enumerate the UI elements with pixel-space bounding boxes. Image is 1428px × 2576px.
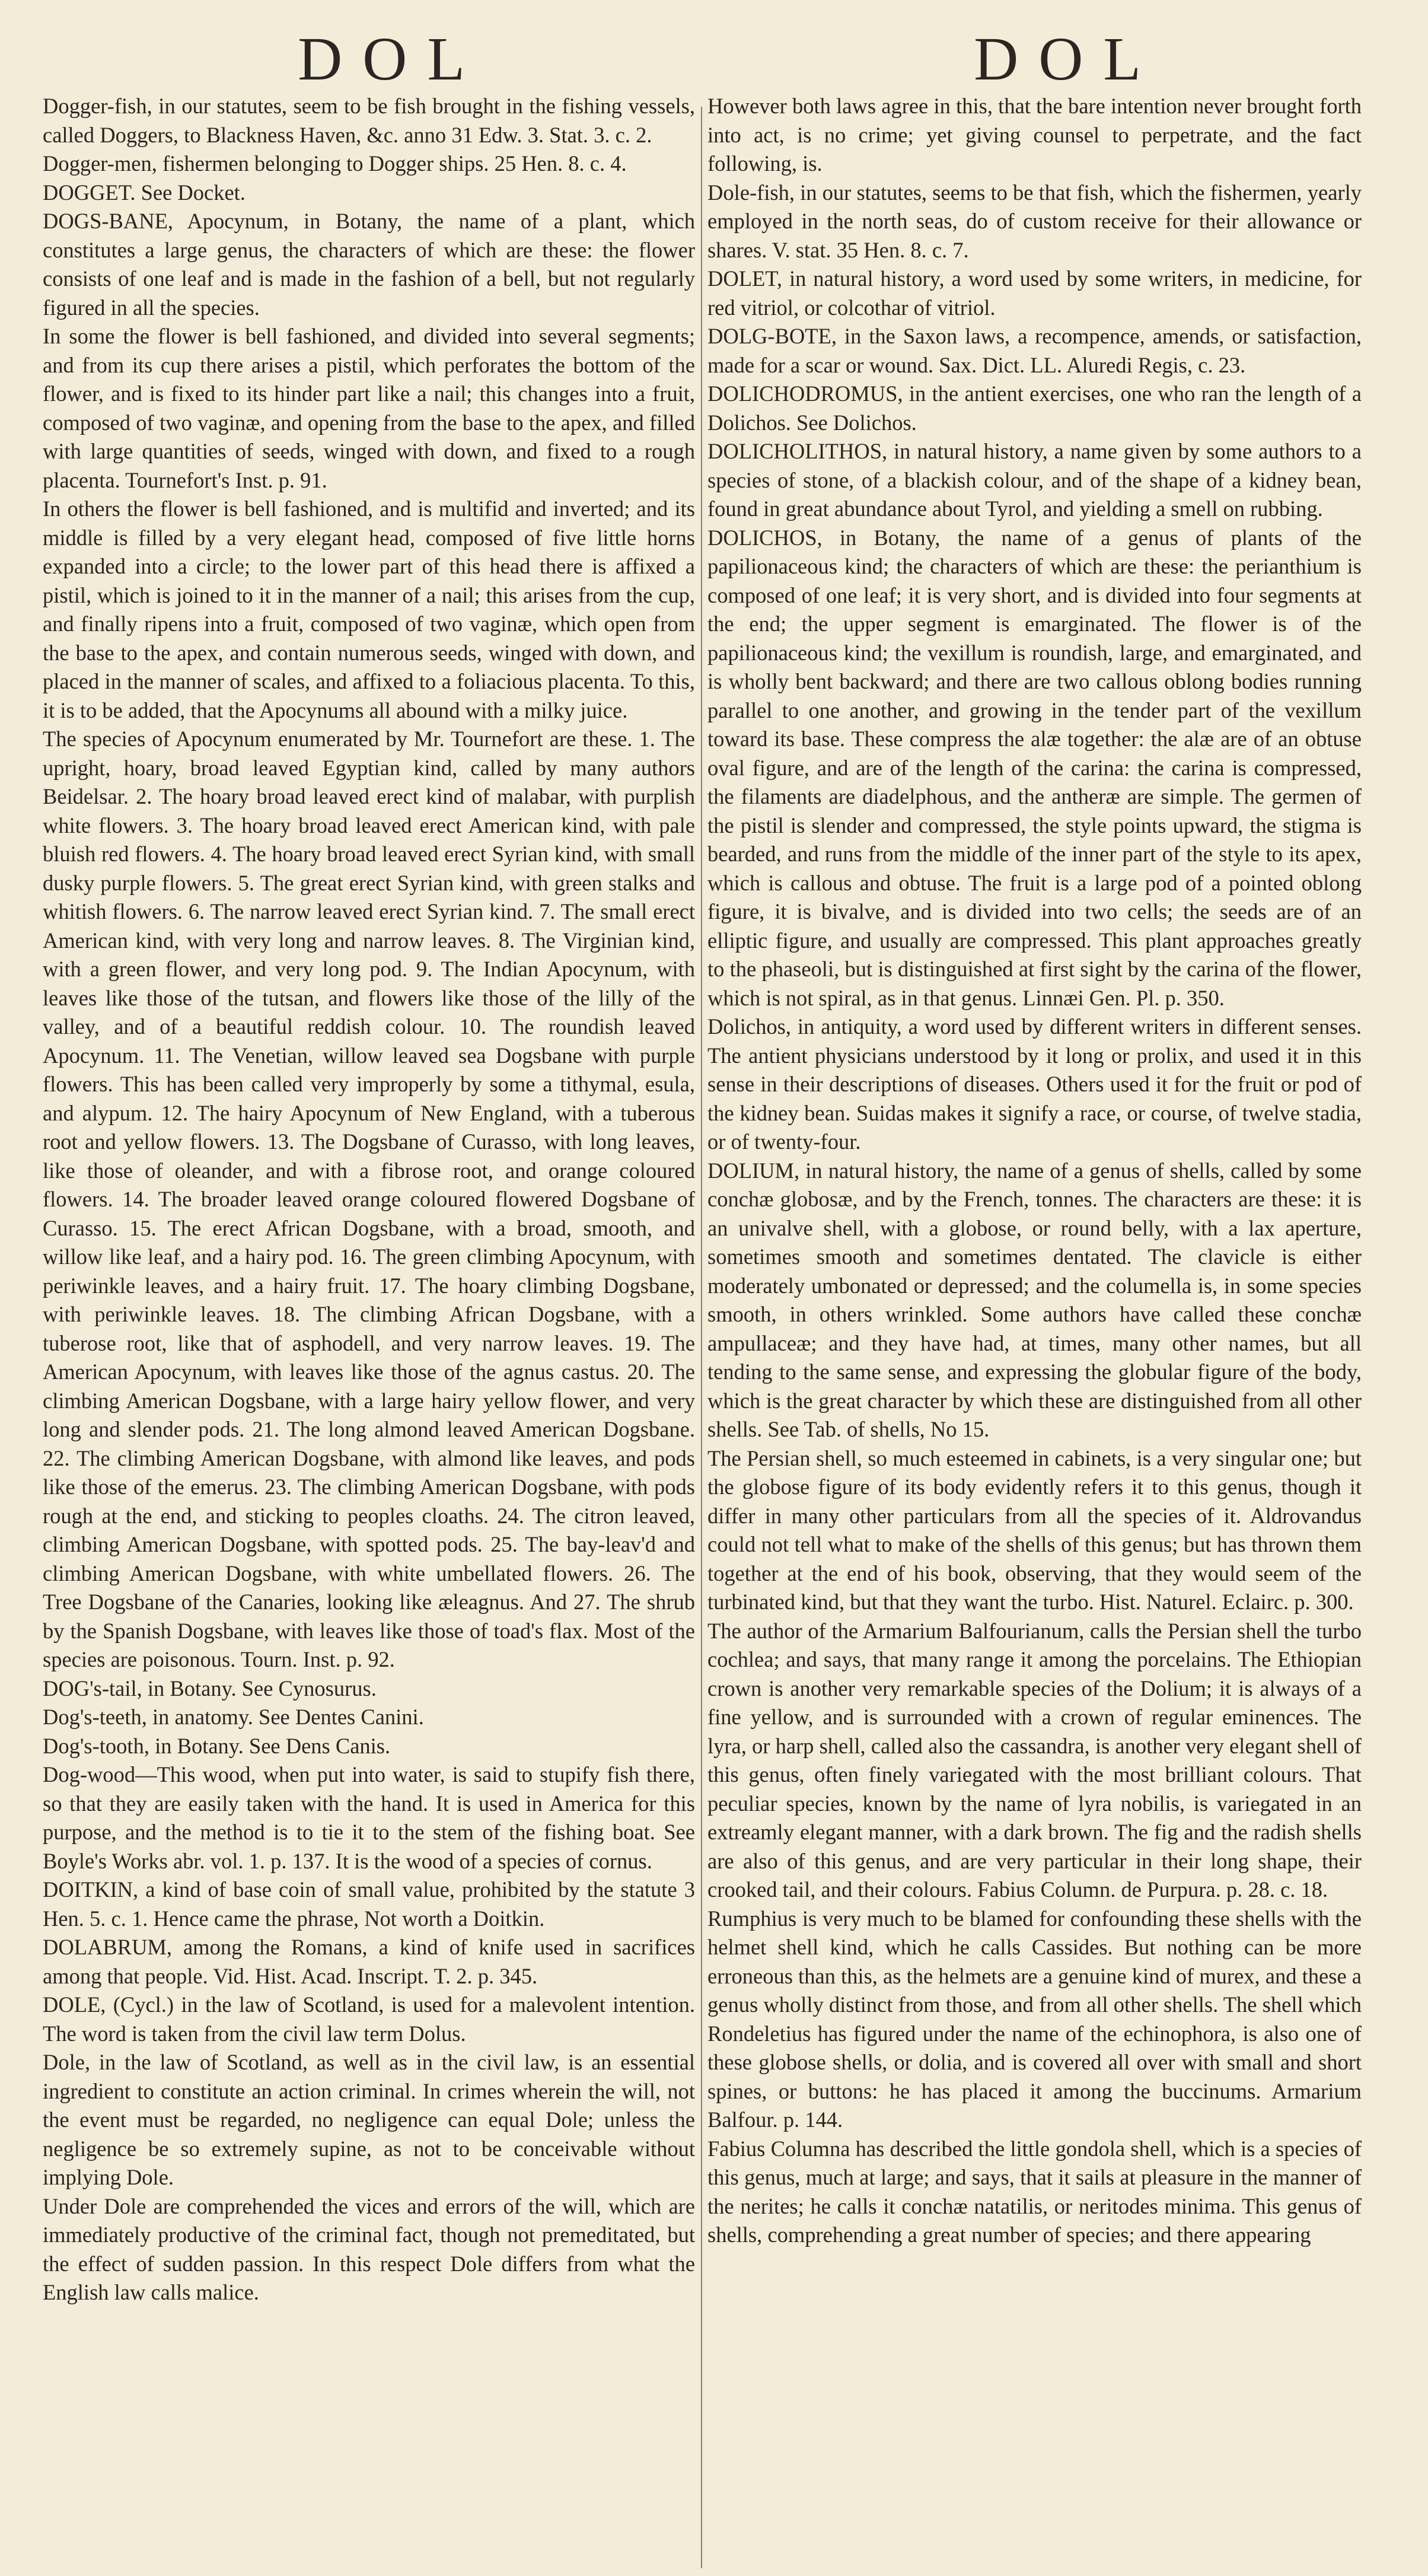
- running-head-left: DOL: [298, 25, 485, 93]
- dictionary-entry: [43, 207, 695, 1674]
- entry-text: Dolichos, in antiquity, a word used by different writers in different senses. The antient physicians understood by it long or prolix, and used it in this sense in their descriptions of diseases. Others used it for the fruit or pod of the kidney bean. Suidas makes it signify a race, or course, of twelve stadia, or of twenty-four.: [707, 1014, 1362, 1154]
- dictionary-entry: [707, 92, 1362, 179]
- entry-text: Dogger-fish, in our statutes, seem to be fish brought in the fishing vessels, called Doggers, to Blackness Haven, &c. anno 31 Edw. 3. Stat. 3. c. 2.: [43, 94, 695, 147]
- entry-paragraph: The Persian shell, so much esteemed in cabinets, is a very singular one; but the globose figure of its body evidently refers it to this genus, though it differ in many other particulars from all the species of it. Aldrovandus could not tell what to make of the shells of this genus; but has thrown them together at the end of his book, observing, that they would seem of the turbinated kind, but that they want the turbo. Hist. Naturel. Eclairc. p. 300.: [707, 1445, 1362, 1614]
- dictionary-entry: [43, 92, 695, 149]
- entry-text: Dog's-tooth, in Botany. See Dens Canis.: [43, 1733, 391, 1758]
- dictionary-entry: [43, 149, 695, 179]
- entry-text: Dole-fish, in our statutes, seems to be that fish, which the fishermen, yearly employed in the north seas, do of custom receive for their allowance or shares. V. stat. 35 Hen. 8. c. 7.: [707, 180, 1362, 262]
- entry-paragraph: The species of Apocynum enumerated by Mr. Tournefort are these. 1. The upright, hoary, broad leaved Egyptian kind, called by many authors Beidelsar. 2. The hoary broad leaved erect kind of malabar, with purplish white flowers. 3. The hoary broad leaved erect American kind, with pale bluish red flowers. 4. The hoary broad leaved erect Syrian kind, with small dusky purple flowers. 5. The great erect Syrian kind, with green stalks and whitish flowers. 6. The narrow leaved erect Syrian kind. 7. The small erect American kind, with very long and narrow leaves. 8. The Virginian kind, with a green flower, and very long pod. 9. The Indian Apocynum, with leaves like those of the tutsan, and flowers like those of the lilly of the valley, and of a beautiful reddish colour. 10. The roundish leaved Apocynum. 11. The Venetian, willow leaved sea Dogsbane with purple flowers. This has been called very improperly by some a tithymal, esula, and alypum. 12. The hairy Apocynum of New England, with a tuberous root and yellow flowers. 13. The Dogsbane of Curasso, with long leaves, like those of oleander, and with a fibrose root, and orange coloured flowers. 14. The broader leaved orange coloured flowered Dogsbane of Curasso. 15. The erect African Dogsbane, with a broad, smooth, and willow like leaf, and a hairy pod. 16. The green climbing Apocynum, with periwinkle leaves, and a hairy fruit. 17. The hoary climbing Dogsbane, with periwinkle leaves. 18. The climbing African Dogsbane, with a tuberose root, like that of asphodell, and very narrow leaves. 19. The American Apocynum, with leaves like those of the agnus castus. 20. The climbing American Dogsbane, with a large hairy yellow flower, and very long and slender pods. 21. The long almond leaved American Dogsbane. 22. The climbing American Dogsbane, with almond like leaves, and pods like those of the emerus. 23. The climbing American Dogsbane, with pods rough at the end, and sticking to peoples cloaths. 24. The citron leaved, climbing American Dogsbane, with spotted pods. 25. The bay-leav'd and climbing American Dogsbane, with white umbellated flowers. 26. The Tree Dogsbane of the Canaries, looking like æleagnus. And 27. The shrub by the Spanish Dogsbane, with leaves like those of toad's flax. Most of the species are poisonous. Tourn. Inst. p. 92.: [43, 727, 695, 1671]
- dictionary-entry: [43, 1933, 695, 1991]
- dictionary-entry: [43, 1703, 695, 1732]
- dictionary-entry: [707, 524, 1362, 1013]
- dictionary-entry: [43, 1991, 695, 2307]
- dictionary-entry: [43, 1760, 695, 1876]
- entry-text: DOLICHODROMUS, in the antient exercises, one who ran the length of a Dolichos. See Dolichos.: [707, 381, 1362, 435]
- dictionary-entry: [43, 1732, 695, 1761]
- entry-text: DOITKIN, a kind of base coin of small value, prohibited by the statute 3 Hen. 5. c. 1. Hence came the phrase, Not worth a Doitkin.: [43, 1877, 695, 1931]
- entry-text: DOGS-BANE, Apocynum, in Botany, the name of a plant, which constitutes a large genus, the characters of which are these: the flower consists of one leaf and is made in the fashion of a bell, but not regularly figured in all the species.: [43, 209, 695, 320]
- entry-text: DOLIUM, in natural history, the name of a genus of shells, called by some conchæ globosæ, and by the French, tonnes. The characters are these: it is an univalve shell, with a globose, or round belly, with a lax aperture, sometimes smooth and sometimes dentated. The clavicle is either moderately umbonated or depressed; and the columella is, in some species smooth, in others wrinkled. Some authors have called these conchæ ampullaceæ; and they have had, at times, many other names, but all tending to the same sense, and expressing the globular figure of the body, which is the great character by which these are distinguished from all other shells. See Tab. of shells, No 15.: [707, 1158, 1362, 1441]
- entry-text: Dog's-teeth, in anatomy. See Dentes Canini.: [43, 1705, 424, 1729]
- dictionary-entry: [707, 1012, 1362, 1157]
- entry-text: DOLICHOLITHOS, in natural history, a name given by some authors to a species of stone, of a blackish colour, and of the shape of a kidney bean, found in great abundance about Tyrol, and yielding a smell on rubbing.: [707, 439, 1362, 521]
- entry-text: DOGGET. See Docket.: [43, 180, 246, 205]
- entry-paragraph: The author of the Armarium Balfourianum, calls the Persian shell the turbo cochlea; and says, that many range it among the porcelains. The Ethiopian crown is another very remarkable species of the Dolium; it is always of a fine yellow, and is surrounded with a crown of regular eminences. The lyra, or harp shell, called also the cassandra, is another very elegant shell of this genus, often finely variegated with the most brilliant colours. That peculiar species, known by the name of lyra nobilis, is variegated in an extreamly elegant manner, with a dark brown. The fig and the radish shells are also of this genus, and are very particular in their long shape, their crooked tail, and their colours. Fabius Column. de Purpura. p. 28. c. 18.: [707, 1618, 1362, 1902]
- left-column: [43, 92, 695, 2307]
- entry-text: DOLICHOS, in Botany, the name of a genus of plants of the papilionaceous kind; the characters of which are these: the perianthium is composed of one leaf; it is very short, and is divided into four segments at the end; the upper segment is emarginated. The flower is of the papilionaceous kind; the vexillum is roundish, large, and emarginated, and is wholly bent backward; and there are two callous oblong bodies running parallel to one another, and growing in the tender part of the vexillum toward its base. These compress the alæ together: the alæ are of an obtuse oval figure, and are of the length of the carina: the carina is compressed, the filaments are diadelphous, and the antheræ are simple. The germen of the pistil is slender and compressed, the style points upward, the stigma is bearded, and runs from the middle of the inner part of the style to its apex, which is callous and obtuse. The fruit is a large pod of a pointed oblong figure, it is bivalve, and is divided into two cells; the seeds are of an elliptic figure, and usually are compressed. This plant approaches greatly to the phaseoli, but is distinguished at first sight by the carina of the flower, which is not spiral, as in that genus. Linnæi Gen. Pl. p. 350.: [707, 525, 1362, 1010]
- right-column: [707, 92, 1362, 2250]
- dictionary-entry: [707, 265, 1362, 322]
- entry-text: However both laws agree in this, that the bare intention never brought forth into act, is no crime; yet giving counsel to perpetrate, and the fact following, is.: [707, 94, 1362, 176]
- entry-text: Dog-wood—This wood, when put into water, is said to stupify fish there, so that they are easily taken with the hand. It is used in America for this purpose, and the method is to tie it to the stem of the fishing boat. See Boyle's Works abr. vol. 1. p. 137. It is the wood of a species of cornus.: [43, 1762, 695, 1873]
- entry-text: DOLABRUM, among the Romans, a kind of knife used in sacrifices among that people. Vid. Hist. Acad. Inscript. T. 2. p. 345.: [43, 1935, 695, 1988]
- entry-paragraph: Fabius Columna has described the little gondola shell, which is a species of this genus, much at large; and says, that it sails at pleasure in the manner of the nerites; he calls it conchæ natatilis, or neritodes minima. This genus of shells, comprehending a great number of species; and there appearing: [707, 2136, 1362, 2247]
- entry-text: Dogger-men, fishermen belonging to Dogger ships. 25 Hen. 8. c. 4.: [43, 151, 627, 176]
- entry-paragraph: In others the flower is bell fashioned, and is multifid and inverted; and its middle is filled by a very elegant head, composed of five little horns expanded into a circle; to the lower part of this head there is affixed a pistil, which is joined to it in the manner of a nail; this arises from the cup, and finally ripens into a fruit, composed of two vaginæ, which open from the base to the apex, and contain numerous seeds, winged with down, and placed in the manner of scales, and affixed to a foliacious placenta. To this, it is to be added, that the Apocynums all abound with a milky juice.: [43, 496, 695, 722]
- dictionary-entry: [707, 322, 1362, 380]
- column-divider: [701, 107, 702, 2568]
- entry-paragraph: Dole, in the law of Scotland, as well as in the civil law, is an essential ingredient to constitute an action criminal. In crimes wherein the will, not the event must be regarded, no negligence can equal Dole; unless the negligence be so extremely supine, as not to be conceivable without implying Dole.: [43, 2050, 695, 2189]
- entry-text: DOLET, in natural history, a word used by some writers, in medicine, for red vitriol, or colcothar of vitriol.: [707, 266, 1362, 320]
- running-head-right: DOL: [974, 25, 1161, 93]
- entry-text: DOLE, (Cycl.) in the law of Scotland, is used for a malevolent intention. The word is taken from the civil law term Dolus.: [43, 1992, 695, 2046]
- dictionary-entry: [707, 1157, 1362, 2250]
- dictionary-entry: [707, 179, 1362, 265]
- dictionary-entry: [43, 1674, 695, 1703]
- dictionary-entry: [43, 1876, 695, 1933]
- dictionary-entry: [43, 179, 695, 208]
- entry-paragraph: In some the flower is bell fashioned, and divided into several segments; and from its cup there arises a pistil, which perforates the bottom of the flower, and is fixed to its hinder part like a nail; this changes into a fruit, composed of two vaginæ, and opening from the base to the apex, and filled with large quantities of seeds, winged with down, and fixed to a rough placenta. Tournefort's Inst. p. 91.: [43, 324, 695, 492]
- entry-paragraph: Under Dole are comprehended the vices and errors of the will, which are immediately productive of the criminal fact, though not premeditated, but the effect of sudden passion. In this respect Dole differs from what the English law calls malice.: [43, 2193, 695, 2304]
- entry-text: DOLG-BOTE, in the Saxon laws, a recompence, amends, or satisfaction, made for a scar or wound. Sax. Dict. LL. Aluredi Regis, c. 23.: [707, 324, 1362, 377]
- dictionary-entry: [707, 380, 1362, 437]
- entry-text: DOG's-tail, in Botany. See Cynosurus.: [43, 1676, 377, 1701]
- dictionary-entry: [707, 437, 1362, 524]
- entry-paragraph: Rumphius is very much to be blamed for confounding these shells with the helmet shell kind, which he calls Cassides. But nothing can be more erroneous than this, as the helmets are a genuine kind of murex, and these a genus wholly distinct from those, and from all other shells. The shell which Rondeletius has figured under the name of the echinophora, is also one of these globose shells, or dolia, and is covered all over with small and short spines, or buttons: he has placed it among the buccinums. Armarium Balfour. p. 144.: [707, 1906, 1362, 2132]
